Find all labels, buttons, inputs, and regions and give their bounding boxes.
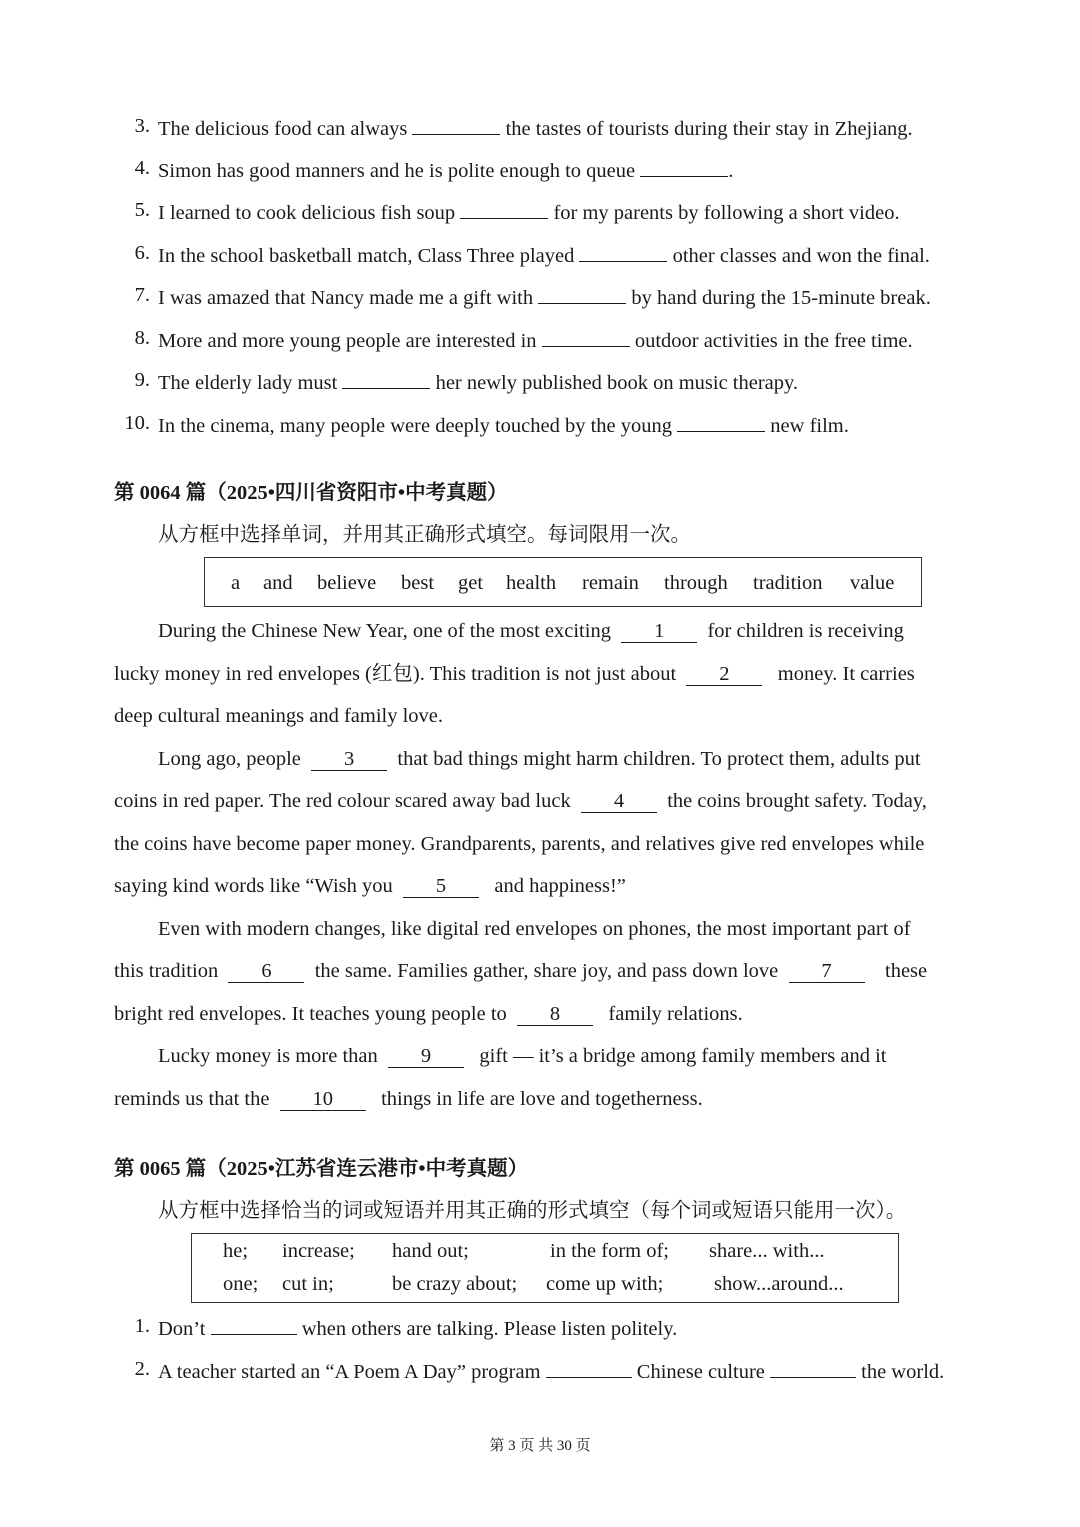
passage-line [114,661,915,687]
question-text: the tastes of tourists during their stay in Zhejiang. [505,118,913,140]
section-heading-0065: 第 0065 篇（2025•江苏省连云港市•中考真题） [114,1158,529,1180]
question-text: for my parents by following a short video. [553,202,900,224]
word-box-item: in the form of; [550,1240,669,1262]
answer-blank[interactable] [538,282,626,304]
word-box-item: best [401,572,435,594]
answer-blank-7[interactable]: 7 [789,961,865,983]
passage-text: for children is receiving [707,620,904,642]
passage-line: deep cultural meanings and family love. [114,705,444,727]
answer-blank-2[interactable]: 2 [686,664,762,686]
word-box-item: one; [223,1273,259,1295]
word-box-item: believe [317,572,377,594]
word-box-item: increase; [282,1240,355,1262]
answer-blank-3[interactable]: 3 [311,749,387,771]
word-box-item: health [506,572,557,594]
word-box-0065 [191,1233,899,1303]
answer-blank[interactable] [542,325,630,347]
word-box-item: share... with... [709,1240,825,1262]
question-text: . [728,160,734,182]
passage-line [114,958,927,984]
answer-blank-6[interactable]: 6 [228,961,304,983]
passage-line: the coins have become paper money. Grandparents, parents, and relatives give red envelopes while [114,833,925,855]
question-text: Chinese culture [636,1361,765,1383]
page-footer: 第 3 页 共 30 页 [489,1438,591,1454]
question-text: The delicious food can always [158,118,408,140]
question-number: 6. [134,242,150,264]
word-box-item: through [664,572,728,594]
answer-blank-8[interactable]: 8 [517,1004,593,1026]
answer-blank[interactable] [770,1356,856,1378]
section-instruction-0064: 从方框中选择单词，并用其正确形式填空。每词限用一次。 [158,524,691,546]
passage-text: Long ago, people [158,748,301,770]
question-text: new film. [770,415,849,437]
word-box-item: a [231,572,241,594]
passage-text: money. It carries [777,663,915,685]
answer-blank[interactable] [460,197,548,219]
passage-line [114,788,927,814]
word-box-item: value [850,572,895,594]
section-heading-0064: 第 0064 篇（2025•四川省资阳市•中考真题） [114,482,508,504]
answer-blank[interactable] [211,1313,297,1335]
passage-text: these [885,960,928,982]
question-text: by hand during the 15-minute break. [631,287,931,309]
question-text: In the cinema, many people were deeply touched by the young [158,415,673,437]
answer-blank[interactable] [640,155,728,177]
question-number: 9. [134,369,150,391]
word-box-item: cut in; [282,1273,334,1295]
question-text: the world. [861,1361,945,1383]
passage-line [158,618,904,644]
answer-blank[interactable] [342,367,430,389]
question-number: 5. [134,199,150,221]
question-text: Don’t [158,1318,206,1340]
passage-line [114,1001,743,1027]
question-text: I was amazed that Nancy made me a gift with [158,287,534,309]
answer-blank-5[interactable]: 5 [403,876,479,898]
passage-text: this tradition [114,960,219,982]
word-box-item: show...around... [714,1273,844,1295]
question-text: outdoor activities in the free time. [634,330,913,352]
answer-blank-10[interactable]: 10 [280,1089,366,1111]
answer-blank[interactable] [579,240,667,262]
word-box-item: remain [582,572,639,594]
question-text: Simon has good manners and he is polite enough to queue [158,160,636,182]
word-box-item: and [263,572,293,594]
passage-text: lucky money in red envelopes (红包). This tradition is not just about [114,663,677,685]
passage-text: During the Chinese New Year, one of the most exciting [158,620,611,642]
passage-text: coins in red paper. The red colour scared away bad luck [114,790,571,812]
passage-line [158,746,921,772]
passage-text: the same. Families gather, share joy, and pass down love [314,960,779,982]
passage-text: the coins brought safety. Today, [667,790,927,812]
word-box-item: he; [223,1240,249,1262]
passage-text: reminds us that the [114,1088,270,1110]
word-box-0064 [204,557,922,607]
question-text: other classes and won the final. [672,245,930,267]
answer-blank[interactable] [546,1356,632,1378]
passage-text: bright red envelopes. It teaches young people to [114,1003,507,1025]
passage-line [114,1086,703,1112]
word-box-item: come up with; [546,1273,664,1295]
question-number: 1. [134,1315,150,1337]
question-text: The elderly lady must [158,372,338,394]
passage-line [158,1043,886,1069]
question-number: 4. [134,157,150,179]
passage-text: Lucky money is more than [158,1045,378,1067]
passage-line [114,873,626,899]
word-box-item: be crazy about; [392,1273,518,1295]
question-number: 10. [124,412,150,434]
question-text: In the school basketball match, Class Three played [158,245,575,267]
word-box-item: get [458,572,484,594]
passage-text: saying kind words like “Wish you [114,875,393,897]
question-text: A teacher started an “A Poem A Day” program [158,1361,541,1383]
question-text: when others are talking. Please listen politely. [301,1318,678,1340]
question-number: 3. [134,115,150,137]
word-box-item: hand out; [392,1240,469,1262]
answer-blank-9[interactable]: 9 [388,1046,464,1068]
question-text: I learned to cook delicious fish soup [158,202,456,224]
answer-blank-4[interactable]: 4 [581,791,657,813]
question-number: 2. [134,1358,150,1380]
passage-text: and happiness!” [494,875,626,897]
question-text: her newly published book on music therapy. [435,372,799,394]
answer-blank-1[interactable]: 1 [621,621,697,643]
section-instruction-0065: 从方框中选择恰当的词或短语并用其正确的形式填空（每个词或短语只能用一次）。 [158,1200,907,1222]
passage-text: family relations. [608,1003,743,1025]
question-number: 8. [134,327,150,349]
question-text: More and more young people are interested in [158,330,537,352]
passage-text: that bad things might harm children. To protect them, adults put [397,748,921,770]
answer-blank[interactable] [412,113,500,135]
passage-text: gift — it’s a bridge among family members and it [479,1045,887,1067]
word-box-item: tradition [753,572,823,594]
passage-line: Even with modern changes, like digital red envelopes on phones, the most important part of [158,918,911,940]
question-number: 7. [134,284,150,306]
answer-blank[interactable] [677,410,765,432]
passage-text: things in life are love and togetherness. [381,1088,703,1110]
